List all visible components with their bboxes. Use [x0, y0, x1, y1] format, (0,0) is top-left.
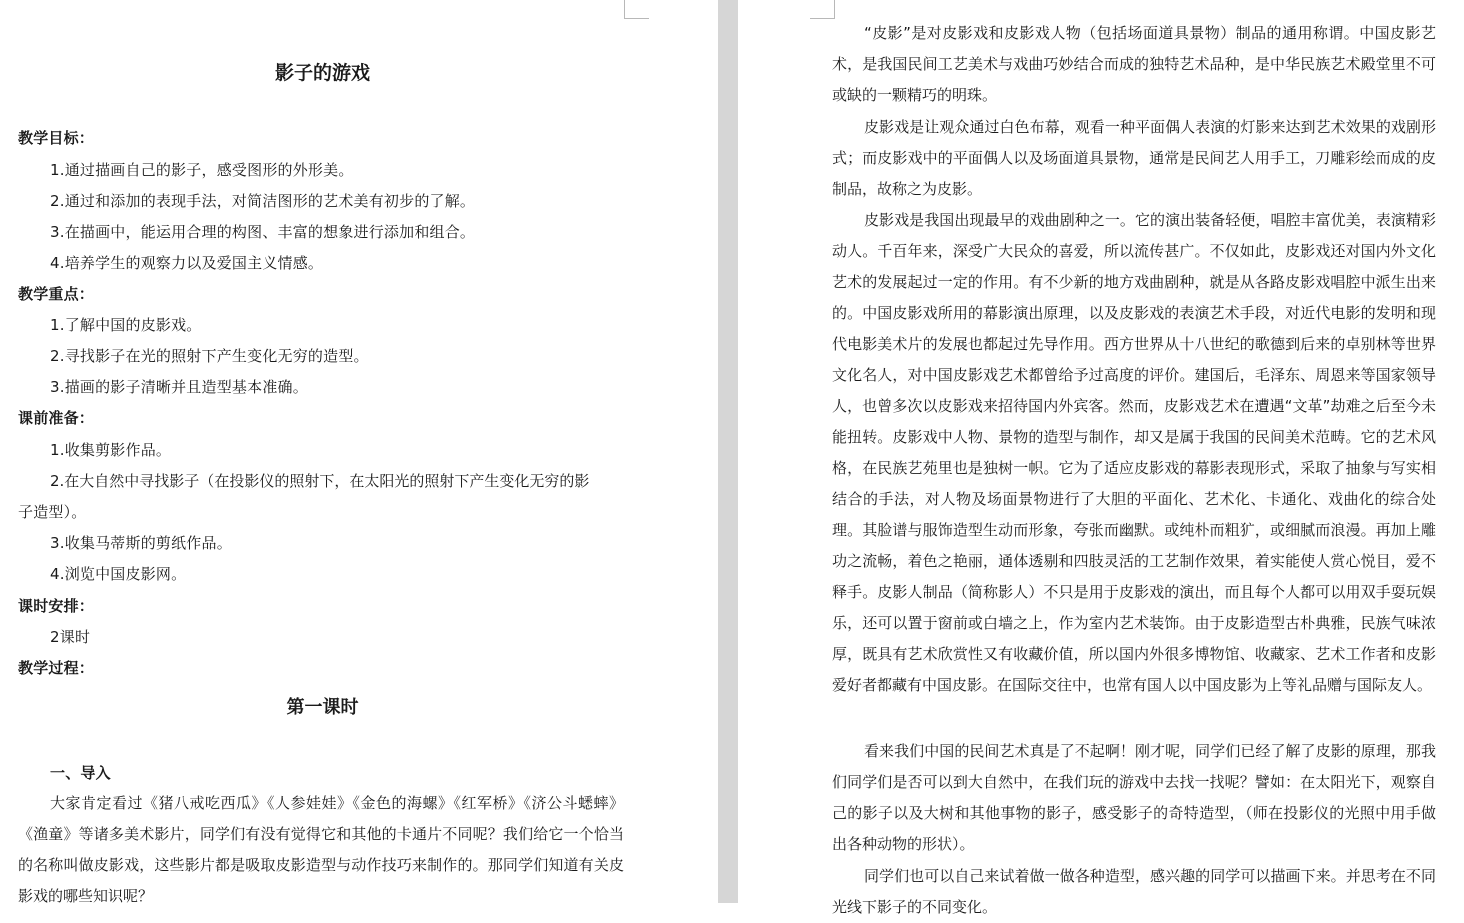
objective-item: 3.在描画中，能运用合理的构图、丰富的想象进行添加和组合。	[50, 223, 476, 241]
schedule-value: 2课时	[50, 628, 91, 646]
lesson-title: 第一课时	[286, 697, 359, 718]
preparation-heading: 课前准备：	[18, 409, 95, 427]
body-paragraph: 皮影戏是让观众通过白色布幕，观看一种平面偶人表演的灯影来达到艺术效果的戏剧形式；而皮影戏中的平面偶人以及场面道具景物，通常是民间艺人用手工，刀雕彩绘而成的皮制品，故称之为皮影。	[832, 118, 1436, 198]
page-gutter	[718, 0, 738, 903]
document-page-left	[0, 0, 718, 903]
preparation-item: 3.收集马蒂斯的剪纸作品。	[50, 534, 232, 552]
document-page-right	[738, 0, 1464, 916]
objective-item: 1.通过描画自己的影子，感受图形的外形美。	[50, 161, 354, 179]
objective-item: 2.通过和添加的表现手法，对简洁图形的艺术美有初步的了解。	[50, 192, 476, 210]
intro-heading: 一、导入	[50, 764, 111, 782]
key-point-item: 2.寻找影子在光的照射下产生变化无穷的造型。	[50, 347, 369, 365]
schedule-heading: 课时安排：	[18, 597, 95, 615]
preparation-item: 1.收集剪影作品。	[50, 441, 172, 459]
preparation-item: 2.在大自然中寻找影子（在投影仪的照射下，在太阳光的照射下产生变化无穷的影	[50, 472, 590, 490]
body-paragraph: “皮影”是对皮影戏和皮影戏人物（包括场面道具景物）制品的通用称谓。中国皮影艺术，是我国民间工艺美术与戏曲巧妙结合而成的独特艺术品种，是中华民族艺术殿堂里不可或缺的一颗精巧的明珠。	[832, 24, 1436, 104]
body-paragraph: 皮影戏是我国出现最早的戏曲剧种之一。它的演出装备轻便，唱腔丰富优美，表演精彩动人。千百年来，深受广大民众的喜爱，所以流传甚广。不仅如此，皮影戏还对国内外文化艺术的发展起过一定的作用。有不少新的地方戏曲剧种，就是从各路皮影戏唱腔中派生出来的。中国皮影戏所用的幕影演出原理，以及皮影戏的表演艺术手段，对近代电影的发明和现代电影美术片的发展也都起过先导作用。西方世界从十八世纪的歌德到后来的卓别林等世界文化名人，对中国皮影戏艺术都曾给予过高度的评价。建国后，毛泽东、周恩来等国家领导人，也曾多次以皮影戏来招待国内外宾客。然而，皮影戏艺术在遭遇“文革”劫难之后至今未能扭转。皮影戏中人物、景物的造型与制作，却又是属于我国的民间美术范畴。它的艺术风格，在民族艺苑里也是独树一帜。它为了适应皮影戏的幕影表现形式，采取了抽象与写实相结合的手法，对人物及场面景物进行了大胆的平面化、艺术化、卡通化、戏曲化的综合处理。其脸谱与服饰造型生动而形象，夸张而幽默。或纯朴而粗犷，或细腻而浪漫。再加上雕功之流畅，着色之艳丽，通体透剔和四肢灵活的工艺制作效果，着实能使人赏心悦目，爱不释手。皮影人制品（简称影人）不只是用于皮影戏的演出，而且每个人都可以用双手耍玩娱乐，还可以置于窗前或白墙之上，作为室内艺术装饰。由于皮影造型古朴典雅，民族气味浓厚，既具有艺术欣赏性又有收藏价值，所以国内外很多博物馆、收藏家、艺术工作者和皮影爱好者都藏有中国皮影。在国际交往中，也常有国人以中国皮影为上等礼品赠与国际友人。	[832, 211, 1436, 694]
key-point-item: 3.描画的影子清晰并且造型基本准确。	[50, 378, 308, 396]
preparation-item-continued: 子造型）。	[18, 503, 87, 521]
objective-item: 4.培养学生的观察力以及爱国主义情感。	[50, 254, 324, 272]
key-points-heading: 教学重点：	[18, 285, 95, 303]
objectives-heading: 教学目标：	[18, 129, 95, 147]
margin-corner-mark	[810, 0, 835, 19]
document-title: 影子的游戏	[274, 62, 370, 84]
intro-paragraph: 大家肯定看过《猪八戒吃西瓜》《人参娃娃》《金色的海螺》《红军桥》《济公斗蟋蟀》《渔童》等诸多美术影片，同学们有没有觉得它和其他的卡通片不同呢？我们给它一个恰当的名称叫做皮影戏，这些影片都是吸取皮影造型与动作技巧来制作的。那同学们知道有关皮影戏的哪些知识呢？	[18, 794, 624, 905]
body-paragraph: 看来我们中国的民间艺术真是了不起啊！刚才呢，同学们已经了解了皮影的原理，那我们同学们是否可以到大自然中，在我们玩的游戏中去找一找呢？譬如：在太阳光下，观察自己的影子以及大树和其他事物的影子，感受影子的奇特造型，（师在投影仪的光照中用手做出各种动物的形状）。	[832, 742, 1436, 853]
body-paragraph: 同学们也可以自己来试着做一做各种造型，感兴趣的同学可以描画下来。并思考在不同光线下影子的不同变化。	[832, 867, 1436, 916]
margin-corner-mark	[624, 0, 649, 19]
preparation-item: 4.浏览中国皮影网。	[50, 565, 187, 583]
key-point-item: 1.了解中国的皮影戏。	[50, 316, 202, 334]
process-heading: 教学过程：	[18, 659, 95, 677]
